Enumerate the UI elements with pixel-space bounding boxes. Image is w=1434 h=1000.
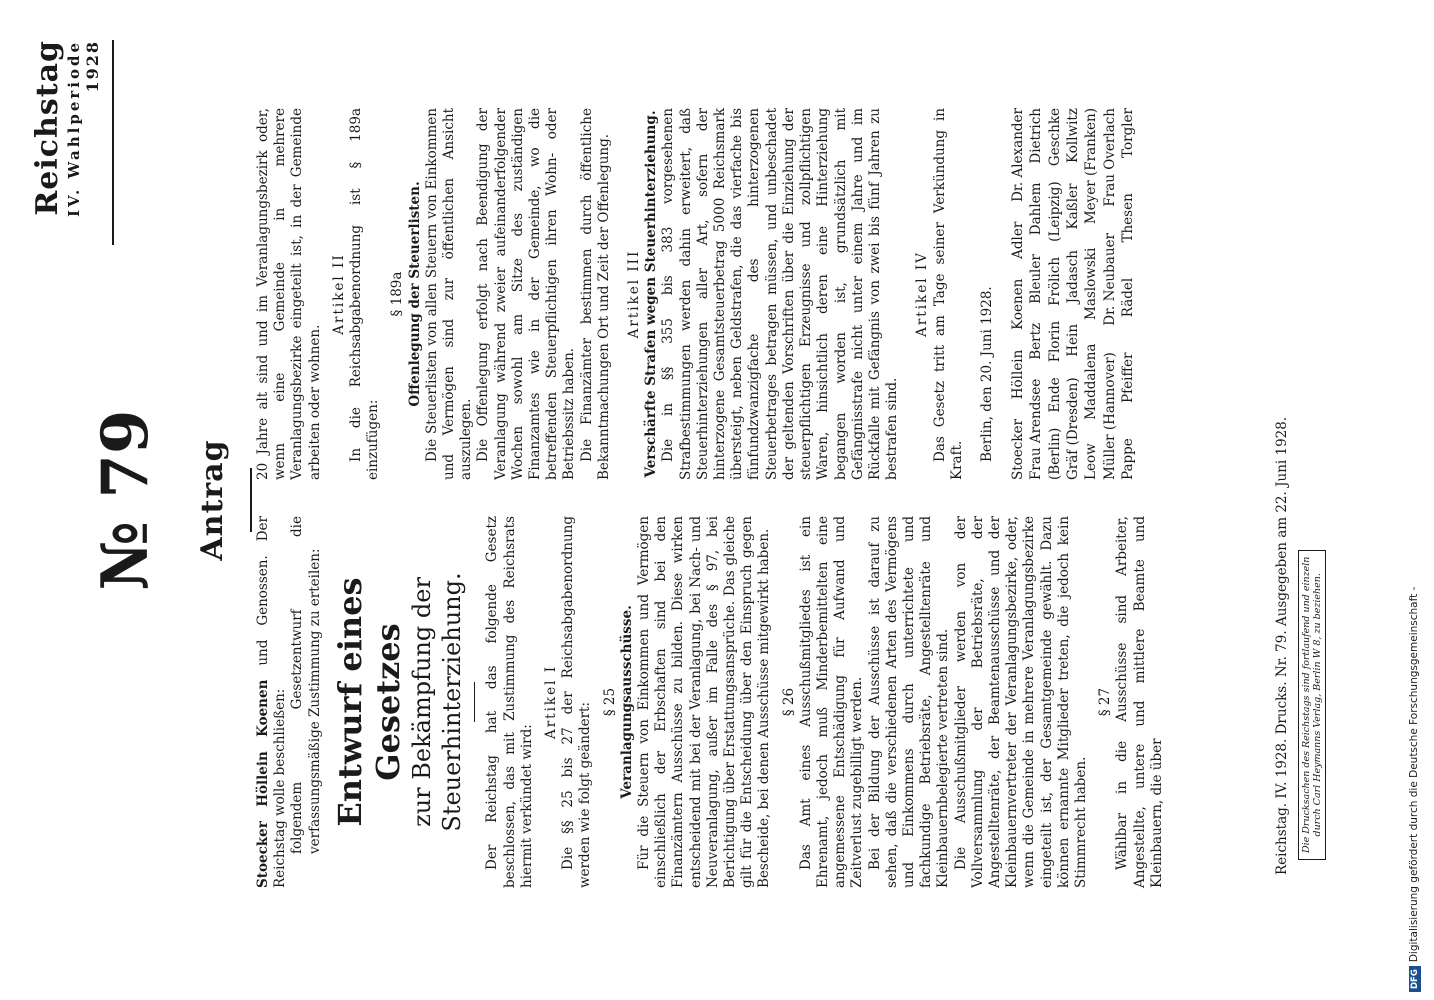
document-type: Antrag: [195, 439, 230, 561]
title-rule: [474, 682, 476, 722]
article-2-text: In die Reichsabgabenordnung ist § 189a einzufügen:: [348, 108, 382, 480]
signature: Dr. Neubauer: [1101, 233, 1118, 326]
signature: Leow: [1083, 443, 1100, 480]
section-27-heading: § 27: [1097, 687, 1114, 717]
intro-rest: und Genossen. Der Reichstag wolle beschließen:: [255, 516, 289, 888]
antrag-rule: [250, 468, 252, 532]
signature: Maddalena: [1083, 343, 1100, 420]
article-3-heading: Artikel III: [626, 249, 643, 339]
signature: Gräf (Dresden): [1065, 377, 1082, 480]
signature: Jadasch: [1065, 250, 1082, 304]
signature: Bertz: [1028, 322, 1045, 360]
signature: Dr. Alexander: [1010, 108, 1027, 202]
bill-subtitle: zur Bekämpfung der Steuerhinterziehung.: [407, 572, 466, 832]
signature-row: [1101, 108, 1119, 480]
intro-paragraph: [255, 516, 289, 888]
signature: Bleuler: [1028, 254, 1045, 304]
article-4-heading: Artikel IV: [914, 251, 931, 337]
section-189a-text-3: Die Finanzämter bestimmen durch öffentliche Bekanntmachungen Ort und Zeit der Offenlegung.: [578, 108, 612, 480]
signature: Pfeiffer: [1119, 352, 1136, 403]
right-column: [255, 108, 1137, 480]
section-25-title: Veranlagungsausschüsse.: [618, 605, 635, 799]
signature: Koenen: [1010, 278, 1027, 330]
distribution-note-line-2: durch Carl Heymanns Verlag, Berlin W 8, zu beziehen.: [1312, 573, 1323, 837]
signature: (Berlin): [1046, 427, 1063, 480]
reichstag-title: Reichstag: [30, 40, 65, 216]
signature: Frau Overlach: [1101, 108, 1118, 207]
intro-paragraph-2: folgendem Gesetzentwurf die verfassungsmäßige Zustimmung zu erteilen:: [289, 516, 323, 854]
section-26-heading: § 26: [780, 687, 797, 717]
date-line: Berlin, den 20. Juni 1928.: [978, 286, 995, 462]
section-189a-title: Offenlegung der Steuerlisten.: [406, 181, 423, 407]
signature: Hein: [1065, 323, 1082, 357]
signature: Florin: [1046, 320, 1063, 363]
signature: Ende: [1046, 377, 1063, 413]
article-1-heading: Artikel I: [542, 664, 559, 740]
signature: Thesen: [1119, 193, 1136, 243]
section-26-text-1: Das Amt eines Ausschußmitgliedes ist ein Ehrenamt, jedoch muß Minderbemittelten eine angemessene Entschädigung für Aufwand und Zeitverlust zugebilligt werden.: [797, 516, 866, 888]
signature: Geschke: [1046, 108, 1063, 167]
article-3-text: Die in §§ 355 bis 383 vorgesehenen Strafbestimmungen werden dahin erweitert, daß Steuerhinterziehungen aller Art, sofern der hinterzogene Gesamtsteuerbetrag 5000 Reichsmark übersteigt, neben Geldstrafen, die das vierfache bis fünfundzwanzigfache des hinterzogenen Steuerbetrages betragen müssen, und unbeschadet der geltenden Vorschriften über die Einziehung der steuerpflichtigen Erzeugnisse und zollpflichtigen Waren, hinsichtlich deren eine Hinterziehung begangen worden ist, grundsätzlich mit Gefängnisstrafe nicht unter einem Jahre und im Rückfalle mit Gefängnis von zwei bis fünf Jahren zu bestrafen sind.: [660, 108, 901, 480]
distribution-note-line-1: Die Drucksachen des Reichstags sind fortlaufend und einzeln: [1301, 556, 1312, 853]
article-4-text: Das Gesetz tritt am Tage seiner Verkündung in Kraft.: [931, 108, 965, 480]
left-column: [255, 516, 1166, 888]
signature: Rädel: [1119, 277, 1136, 318]
signature: Kollwitz: [1065, 108, 1082, 163]
signature: Höllein: [1010, 349, 1027, 400]
article-3-title: Verschärfte Strafen wegen Steuerhinterziehung.: [643, 110, 660, 478]
signature: Torgler: [1119, 108, 1136, 158]
digitization-credit: [1408, 587, 1421, 992]
document-number: № 79: [88, 409, 163, 591]
section-189a-text-1: Die Steuerlisten von allen Steuern von Einkommen und Vermögen sind zur öffentlichen Ansicht auszulegen.: [423, 108, 475, 480]
signature: (Leipzig): [1046, 181, 1063, 242]
intro-names: Stoecker Höllein Koenen: [255, 679, 271, 888]
signature: Dahlem: [1028, 182, 1045, 236]
footer-line: Reichstag. IV. 1928. Drucks. Nr. 79. Ausgegeben am 22. Juni 1928.: [1274, 416, 1290, 875]
signature-row: [1064, 108, 1082, 480]
section-189a-text-2: Die Offenlegung erfolgt nach Beendigung der Veranlagung während zweier aufeinanderfolgender Wochen sowohl am Sitze des zuständigen Finanzamtes wie in der Gemeinde, wo die betreffenden Steuerpflichtigen ihren Wohn- oder Betriebssitz haben.: [475, 108, 578, 480]
signature: Kaßler: [1065, 183, 1082, 230]
signature: Stoecker: [1010, 419, 1027, 480]
signature: Adler: [1010, 221, 1027, 259]
section-25-heading: § 25: [601, 687, 618, 717]
signature: Dietrich: [1028, 108, 1045, 164]
signature-row: [1119, 108, 1137, 480]
signature: Pappe: [1119, 438, 1136, 480]
signature: Müller (Hannover): [1101, 352, 1118, 480]
distribution-note: [1298, 550, 1326, 860]
signature-row: [1027, 108, 1045, 480]
section-27-text: Wählbar in die Ausschüsse sind Arbeiter, Angestellte, untere und mittlere Beamte und Kleinbauern, die über: [1114, 516, 1165, 888]
article-2-heading: Artikel II: [330, 253, 347, 335]
signature: Maslowski: [1083, 247, 1100, 320]
bill-title: Entwurf eines Gesetzes: [330, 577, 407, 827]
wahlperiode: IV. Wahlperiode: [65, 40, 83, 218]
section-26-text-3: Die Ausschußmitglieder werden von der Vollversammlung der Betriebsräte, der Angestelltenräte, der Beamtenausschüsse und der Kleinbauernvertreter der Veranlagungsbezirke, oder, wenn die Gemeinde in mehrere Veranlagungsbezirke eingeteilt ist, der Gesamtgemeinde gewählt. Dazu können ernannte Mitglieder treten, die jedoch kein Stimmrecht haben.: [952, 516, 1090, 888]
digitization-text: Digitalisierung gefördert durch die Deutsche Forschungsgemeinschaft -: [1408, 586, 1420, 963]
section-26-text-2: Bei der Bildung der Ausschüsse ist darauf zu sehen, daß die verschiedenen Arten des Vermögens und Einkommens durch unterrichtete und fachkundige Betriebsräte, Angestelltenräte und Kleinbauernbelegierte vertreten sind.: [866, 516, 952, 888]
signature-block: [1009, 108, 1137, 480]
continuation-text: 20 Jahre alt sind und im Veranlagungsbezirk oder, wenn eine Gemeinde in mehrere Veranlagungsbezirke eingeteilt ist, in der Gemeinde arbeiten oder wohnen.: [255, 108, 323, 480]
signature: Frau Arendsee: [1028, 378, 1045, 480]
signature-row: [1082, 108, 1100, 480]
signature-row: [1046, 108, 1064, 480]
year: 1928: [83, 40, 102, 93]
section-189a-heading: § 189a: [389, 271, 406, 317]
signature-row: [1009, 108, 1027, 480]
section-25-text: Für die Steuern von Einkommen und Vermögen einschließlich der Erbschaften sind bei den Finanzämtern Ausschüsse zu bilden. Diese wirken entscheidend mit bei der Veranlagung, bei Nach- und Neuveranlagung, außer im Falle des § 97, bei Berichtigung über Erstattungsansprüche. Das gleiche gilt für die Entscheidung über den Einspruch gegen Bescheide, bei denen Ausschüsse mitgewirkt haben.: [635, 516, 773, 888]
signature: Frölich: [1046, 256, 1063, 306]
signature: Meyer (Franken): [1083, 108, 1100, 225]
preamble: Der Reichstag hat das folgende Gesetz beschlossen, das mit Zustimmung des Reichsrats hiermit verkündet wird:: [484, 516, 535, 888]
article-1-text: Die §§ 25 bis 27 der Reichsabgabenordnung werden wie folgt geändert:: [560, 516, 594, 888]
dfg-logo: DFG: [1409, 966, 1421, 992]
